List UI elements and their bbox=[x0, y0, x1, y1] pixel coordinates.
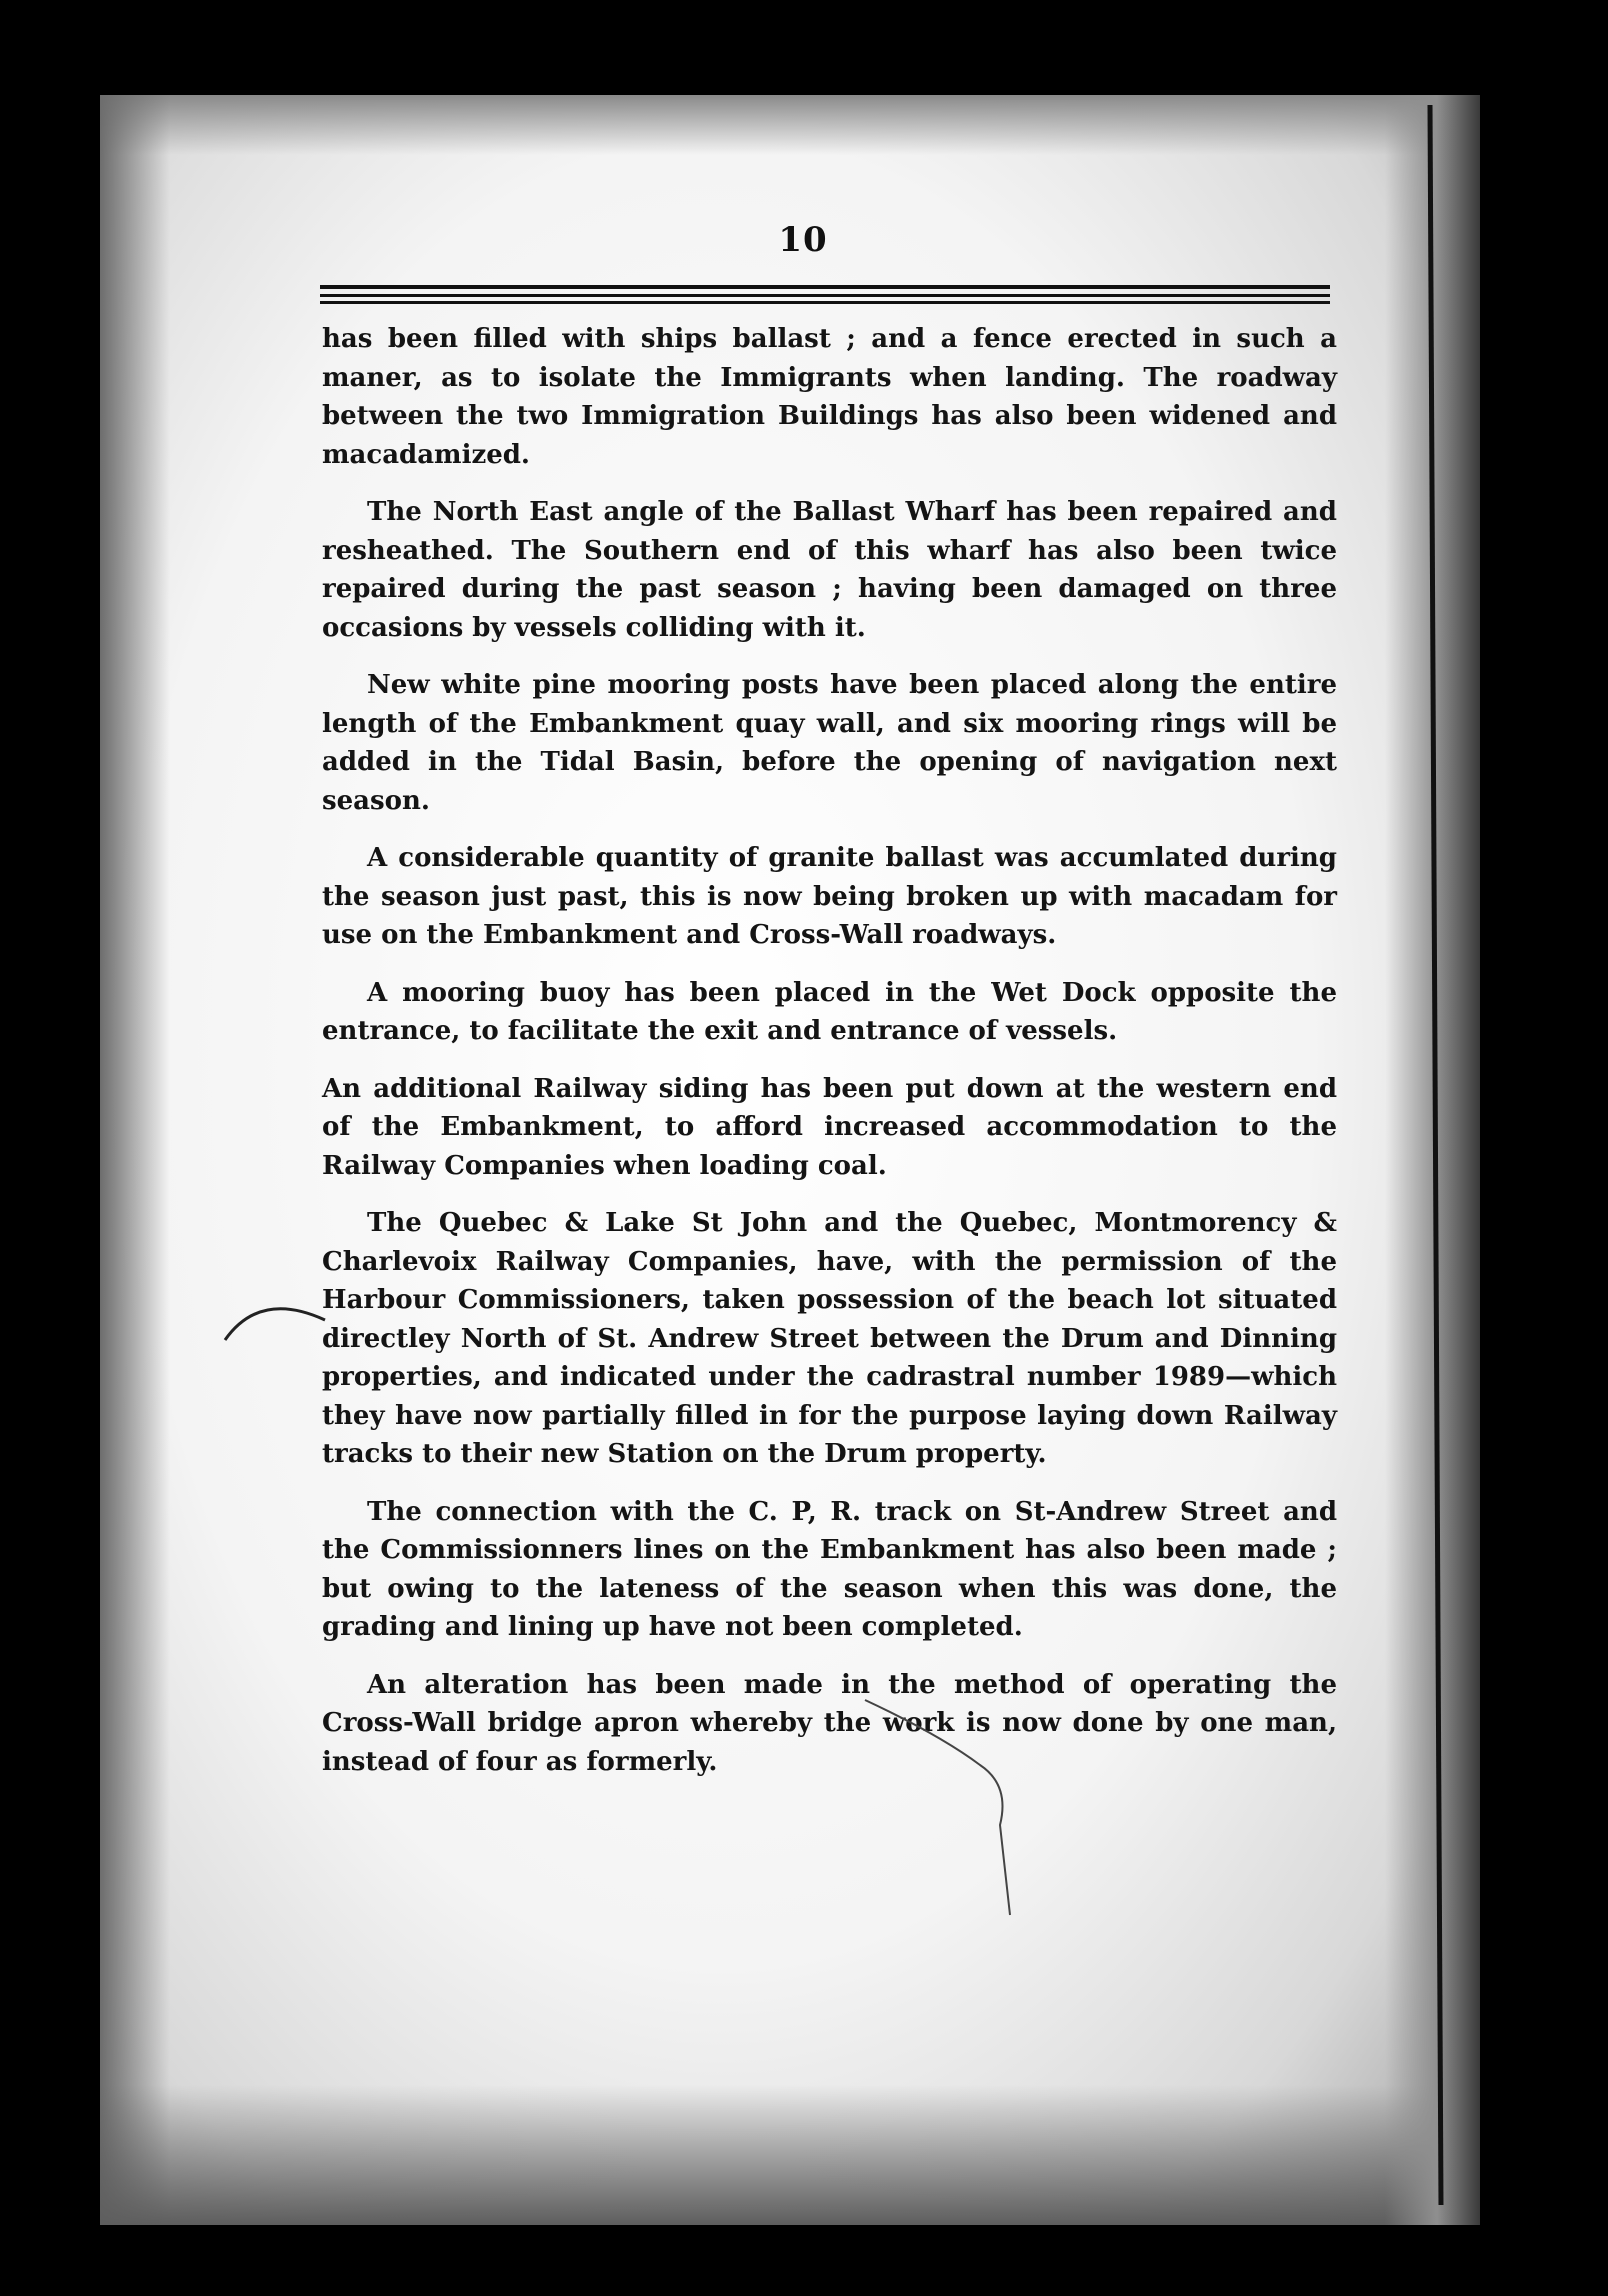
paragraph: A mooring buoy has been placed in the Wet Dock opposite the entrance, to facilitate the exit and entrance of vessels. bbox=[322, 977, 1337, 1046]
paragraph: The Quebec & Lake St John and the Quebec, Montmorency & Charlevoix Railway Companies, have, with the permission of the Harbour Commissioners, taken possession of the beach lot situated directley North of St. Andrew Street between the Drum and Dinning properties, and indicated under the cadrastral number 1989—which they have now partially filled in for the purpose laying down Railway tracks to their new Station on the Drum property. bbox=[322, 1208, 1337, 1469]
page-top-shadow bbox=[100, 95, 1480, 155]
paragraph: has been filled with ships ballast ; and a fence erected in such a maner, as to isolate the Immigrants when landing. The roadway between the two Immigration Buildings has also been widened and macadamized. bbox=[322, 324, 1337, 470]
header-rule bbox=[320, 294, 1330, 297]
paragraph: New white pine mooring posts have been placed along the entire length of the Embankment quay wall, and six mooring rings will be added in the Tidal Basin, before the opening of navigation next season. bbox=[322, 670, 1337, 816]
page-crease-mark bbox=[860, 1695, 1080, 1925]
header-rule bbox=[320, 285, 1330, 289]
page-number: 10 bbox=[778, 220, 828, 260]
page-left-shadow bbox=[100, 95, 170, 2225]
page-bottom-shadow bbox=[100, 2085, 1480, 2225]
paragraph: An alteration has been made in the method of operating the Cross-Wall bridge apron whereby the work is now done by one man, instead of four as formerly. bbox=[322, 1669, 1337, 1777]
header-rule bbox=[320, 301, 1330, 304]
scanned-page bbox=[100, 95, 1480, 2225]
paragraph: The North East angle of the Ballast Wharf has been repaired and resheathed. The Southern end of this wharf has also been twice repaired during the past season ; having been damaged on three occasions by vessels colliding with it. bbox=[322, 497, 1337, 643]
paragraph: A considerable quantity of granite ballast was accumlated during the season just past, this is now being broken up with macadam for use on the Embankment and Cross-Wall roadways. bbox=[322, 843, 1337, 950]
body-text bbox=[322, 320, 1337, 1800]
pencil-mark bbox=[220, 1290, 330, 1350]
paragraph: An additional Railway siding has been put down at the western end of the Embankment, to afford increased accommodation to the Railway Companies when loading coal. bbox=[322, 1073, 1337, 1181]
paragraph: The connection with the C. P, R. track on St-Andrew Street and the Commissionners lines on the Embankment has also been made ; but owing to the lateness of the season when this was done, the grading and lining up have not been completed. bbox=[322, 1496, 1337, 1642]
